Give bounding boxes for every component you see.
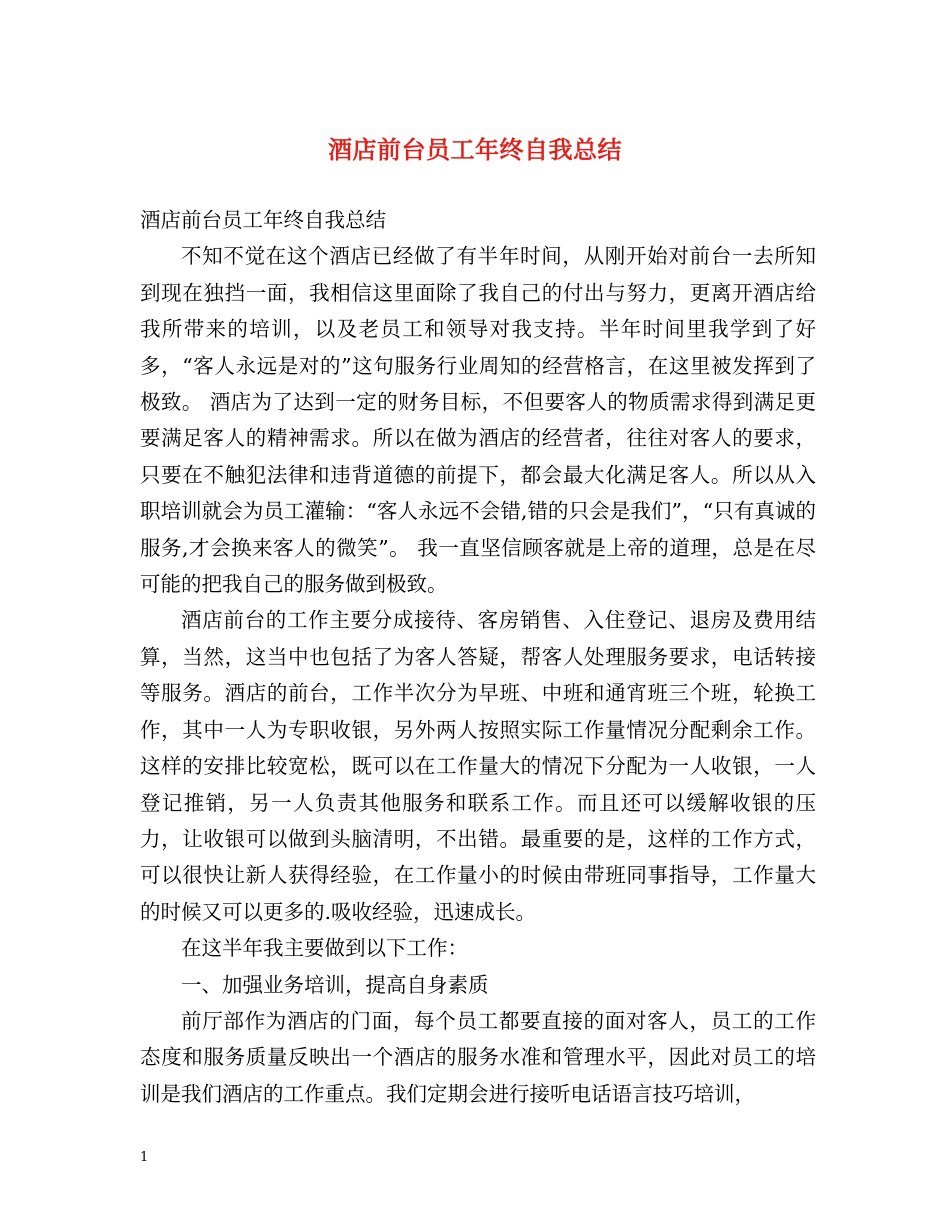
body-paragraph: 前厅部作为酒店的门面，每个员工都要直接的面对客人，员工的工作态度和服务质量反映出一个酒店的服务水准和管理水平，因此对员工的培训是我们酒店的工作重点。我们定期会进行接听电话语言技巧培训， — [140, 1008, 816, 1106]
body-paragraph: 酒店前台的工作主要分成接待、客房销售、入住登记、退房及费用结算，当然，这当中也包括了为客人答疑，帮客人处理服务要求，电话转接等服务。酒店的前台，工作半次分为早班、中班和通宵班三个班，轮换工作，其中一人为专职收银，另外两人按照实际工作量情况分配剩余工作。这样的安排比较宽松，既可以在工作量大的情况下分配为一人收银，一人登记推销，另一人负责其他服务和联系工作。而且还可以缓解收银的压力，让收银可以做到头脑清明，不出错。最重要的是，这样的工作方式，可以很快让新人获得经验，在工作量小的时候由带班同事指导，工作量大的时候又可以更多的.吸收经验，迅速成长。 — [140, 608, 816, 924]
document-body — [140, 202, 816, 1112]
body-paragraph: 不知不觉在这个酒店已经做了有半年时间，从刚开始对前台一去所知到现在独挡一面，我相信这里面除了我自己的付出与努力，更离开酒店给我所带来的培训，以及老员工和领导对我支持。半年时间里我学到了好多，“客人永远是对的”这句服务行业周知的经营格言，在这里被发挥到了极致。 酒店为了达到一定的财务目标，不但要客人的物质需求得到满足更要满足客人的精神需求。所以在做为酒店的经营者，往往对客人的要求，只要在不触犯法律和违背道德的前提下，都会最大化满足客人。所以从入职培训就会为员工灌输：“客人永远不会错,错的只会是我们”，“只有真诚的服务,才会换来客人的微笑”。 我一直坚信顾客就是上帝的道理，总是在尽可能的把我自己的服务做到极致。 — [140, 244, 816, 597]
document-title: 酒店前台员工年终自我总结 — [328, 135, 622, 164]
section-heading: 一、加强业务培训，提高自身素质 — [181, 972, 489, 997]
page-number: 1 — [140, 1150, 149, 1165]
body-paragraph: 在这半年我主要做到以下工作： — [181, 936, 468, 961]
subtitle-paragraph: 酒店前台员工年终自我总结 — [140, 208, 386, 232]
